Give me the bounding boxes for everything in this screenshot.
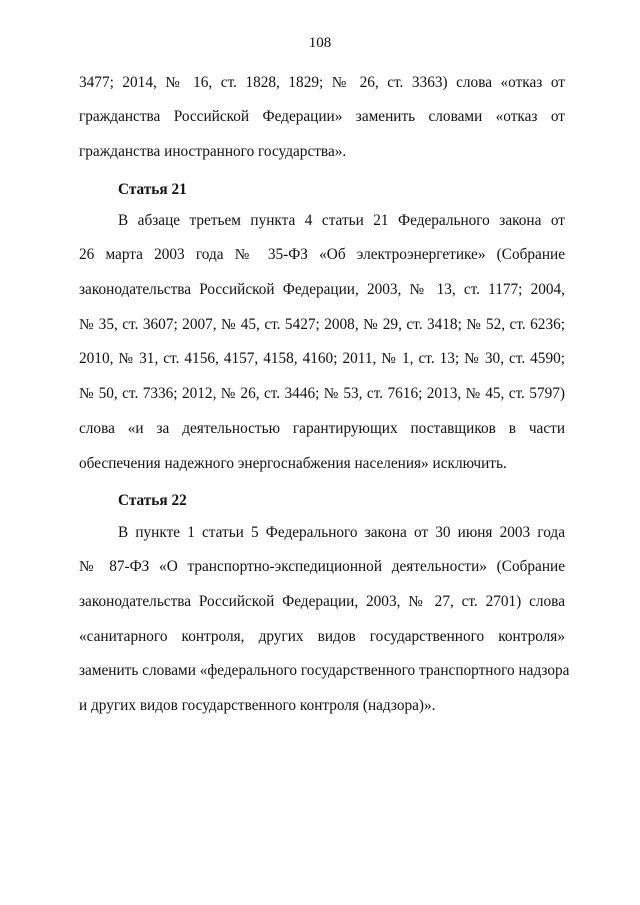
article-22-line: и других видов государственного контроля (надзора)». xyxy=(79,697,436,714)
paragraph-line: гражданства иностранного государства». xyxy=(79,143,347,160)
paragraph-line: 3477; 2014, № 16, ст. 1828, 1829; № 26, ст. 3363) слова «отказ от xyxy=(79,74,565,91)
article-22-line: заменить словами «федерального государственного транспортного надзора xyxy=(79,662,570,679)
article-22-heading: Статья 22 xyxy=(118,492,187,509)
article-21-line: № 35, ст. 3607; 2007, № 45, ст. 5427; 2008, № 29, ст. 3418; № 52, ст. 6236; xyxy=(79,316,565,333)
article-22-line: № 87-ФЗ «О транспортно-экспедиционной деятельности» (Собрание xyxy=(79,558,565,575)
article-21-line: В абзаце третьем пункта 4 статьи 21 Федерального закона от xyxy=(118,212,565,229)
article-22-line: В пункте 1 статьи 5 Федерального закона от 30 июня 2003 года xyxy=(118,524,565,541)
article-21-heading: Статья 21 xyxy=(118,181,187,198)
article-21-line: 26 марта 2003 года № 35-ФЗ «Об электроэнергетике» (Собрание xyxy=(79,246,565,263)
article-21-line: законодательства Российской Федерации, 2003, № 13, ст. 1177; 2004, xyxy=(79,281,565,298)
article-21-line: № 50, ст. 7336; 2012, № 26, ст. 3446; № 53, ст. 7616; 2013, № 45, ст. 5797) xyxy=(79,385,565,402)
article-22-line: «санитарного контроля, других видов государственного контроля» xyxy=(79,628,565,645)
article-21-line: слова «и за деятельностью гарантирующих поставщиков в части xyxy=(79,420,565,437)
article-21-line: 2010, № 31, ст. 4156, 4157, 4158, 4160; 2011, № 1, ст. 13; № 30, ст. 4590; xyxy=(79,350,565,367)
article-21-line: обеспечения надежного энергоснабжения населения» исключить. xyxy=(79,455,507,472)
article-22-line: законодательства Российской Федерации, 2003, № 27, ст. 2701) слова xyxy=(79,593,565,610)
page-number: 108 xyxy=(308,35,332,51)
paragraph-line: гражданства Российской Федерации» заменить словами «отказ от xyxy=(79,108,565,125)
